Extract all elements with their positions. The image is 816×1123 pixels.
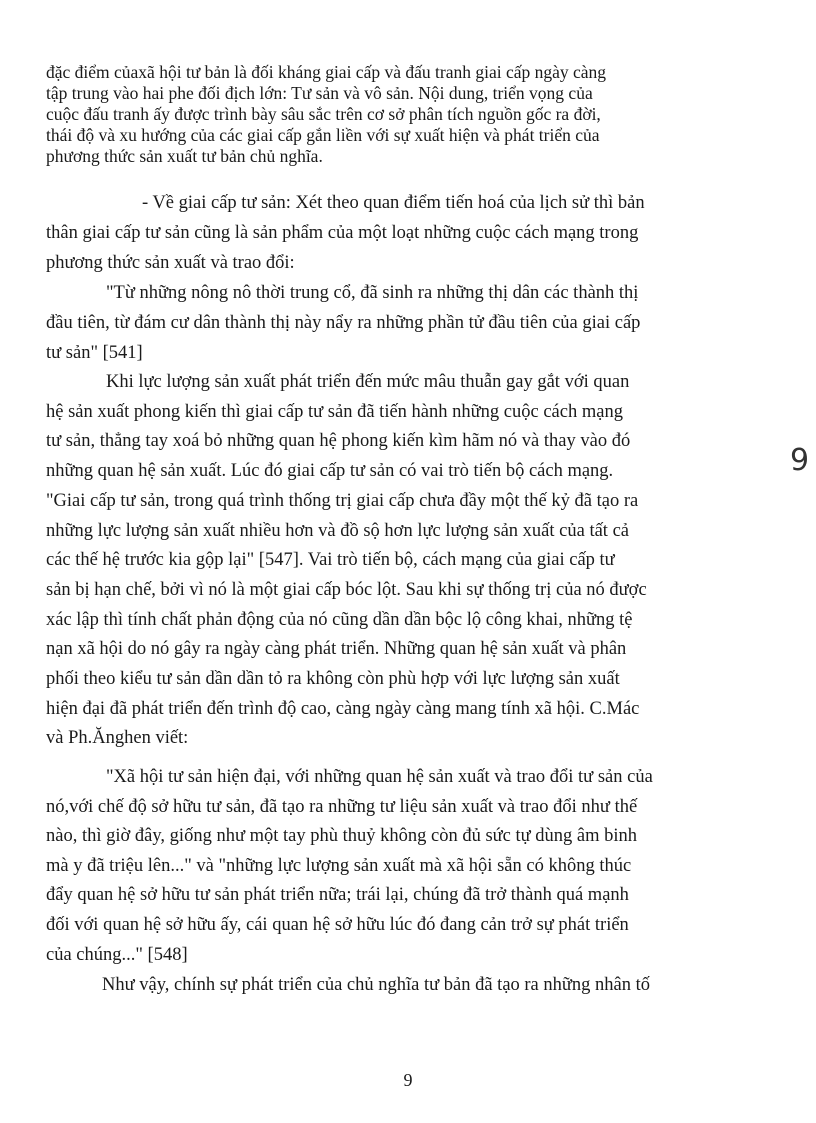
text-line: mà y đã triệu lên..." và "những lực lượng sản xuất mà xã hội sẵn có không thúc (46, 855, 632, 876)
text-line: những quan hệ sản xuất. Lúc đó giai cấp tư sản có vai trò tiến bộ cách mạng. (46, 461, 614, 482)
text-line: xác lập thì tính chất phản động của nó cũng dần dần bộc lộ công khai, những tệ (46, 609, 633, 630)
text-line: hệ sản xuất phong kiến thì giai cấp tư sản đã tiến hành những cuộc cách mạng (46, 401, 623, 422)
text-line: "Giai cấp tư sản, trong quá trình thống trị giai cấp chưa đầy một thế kỷ đã tạo ra (46, 490, 639, 511)
text-line: các thế hệ trước kia gộp lại" [547]. Vai trò tiến bộ, cách mạng của giai cấp tư (46, 550, 615, 571)
paragraph-conclusion (46, 970, 776, 1000)
paragraph-bourgeoisie (46, 188, 776, 278)
text-line: phối theo kiểu tư sản dần dần tỏ ra không còn phù hợp với lực lượng sản xuất (46, 669, 620, 690)
text-line: thân giai cấp tư sản cũng là sản phẩm của một loạt những cuộc cách mạng trong (46, 223, 639, 243)
paragraph-intro (46, 62, 776, 167)
text-line: Như vậy, chính sự phát triển của chủ nghĩa tư bản đã tạo ra những nhân tố (102, 975, 651, 995)
text-line: "Từ những nông nô thời trung cổ, đã sinh ra những thị dân các thành thị (106, 283, 639, 303)
text-line: phương thức sản xuất tư bản chủ nghĩa. (46, 146, 323, 166)
text-line: những lực lượng sản xuất nhiều hơn và đồ sộ hơn lực lượng sản xuất của tất cả (46, 520, 629, 541)
text-line: Khi lực lượng sản xuất phát triển đến mức mâu thuẫn gay gắt với quan (106, 372, 630, 392)
text-line: cuộc đấu tranh ấy được trình bày sâu sắc trên cơ sở phân tích nguồn gốc ra đời, (46, 104, 601, 124)
text-line: - Về giai cấp tư sản: Xét theo quan điểm tiến hoá của lịch sử thì bản (142, 193, 645, 213)
text-line: sản bị hạn chế, bởi vì nó là một giai cấp bóc lột. Sau khi sự thống trị của nó được (46, 579, 647, 600)
page-number: 9 (403, 1070, 413, 1090)
text-line: phương thức sản xuất và trao đổi: (46, 253, 295, 273)
text-line: hiện đại đã phát triển đến trình độ cao, càng ngày càng mang tính xã hội. C.Mác (46, 698, 640, 719)
paragraph-quote-541 (46, 278, 776, 368)
paragraph-productive-forces (46, 368, 776, 754)
text-line: đẩy quan hệ sở hữu tư sản phát triển nữa; trái lại, chúng đã trở thành quá mạnh (46, 885, 629, 906)
text-line: nào, thì giờ đây, giống như một tay phù thuỷ không còn đủ sức tự dùng âm binh (46, 826, 638, 847)
text-line: nó,với chế độ sở hữu tư sản, đã tạo ra những tư liệu sản xuất và trao đổi như thế (46, 796, 638, 817)
text-line: tư sản, thẳng tay xoá bỏ những quan hệ phong kiến kìm hãm nó và thay vào đó (46, 431, 631, 452)
text-line: và Ph.Ănghen viết: (46, 728, 189, 749)
text-line: tập trung vào hai phe đối địch lớn: Tư sản và vô sản. Nội dung, triển vọng của (46, 83, 593, 103)
text-line: thái độ và xu hướng của các giai cấp gắn liền với sự xuất hiện và phát triển của (46, 125, 600, 145)
text-line: đặc điểm củaxã hội tư bản là đối kháng giai cấp và đấu tranh giai cấp ngày càng (46, 62, 607, 82)
text-line: "Xã hội tư sản hiện đại, với những quan hệ sản xuất và trao đổi tư sản của (106, 767, 653, 787)
text-line: đầu tiên, từ đám cư dân thành thị này nẩy ra những phần tử đầu tiên của giai cấp (46, 313, 641, 333)
margin-annotation: 9 (790, 443, 810, 478)
text-line: nạn xã hội do nó gây ra ngày càng phát triển. Những quan hệ sản xuất và phân (46, 639, 627, 660)
text-line: đối với quan hệ sở hữu ấy, cái quan hệ sở hữu lúc đó đang cản trở sự phát triển (46, 914, 629, 935)
text-line: của chúng..." [548] (46, 944, 188, 965)
paragraph-quote-548 (46, 763, 776, 970)
text-line: tư sản" [541] (46, 343, 143, 363)
